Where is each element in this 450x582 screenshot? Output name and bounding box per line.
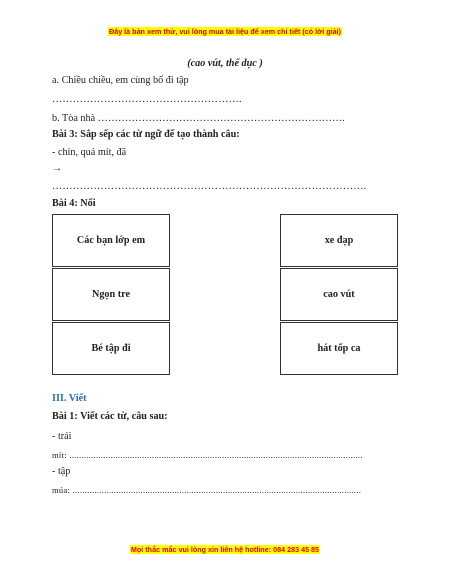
question-a: a. Chiều chiều, em cùng bố đi tập: [52, 75, 189, 86]
preview-banner-text: Đây là bản xem thử, vui lòng mua tài liệu để xem chi tiết (có lời giải): [109, 27, 341, 36]
question-a-answer-line: ……………………………………………….: [52, 94, 242, 105]
preview-banner: [0, 27, 450, 36]
section-title: III. Viết: [52, 393, 87, 404]
hotline-banner-text: Mọi thắc mắc vui lòng xin liên hệ hotline: 084 283 45 85: [130, 545, 320, 554]
exercise-3-answer-line: ……………………………………………………………………………….: [52, 181, 367, 192]
writing-line-2: múa: .......................................................................................................................: [52, 485, 362, 495]
exercise-3-title: Bài 3: Sắp sếp các từ ngữ để tạo thành câu:: [52, 129, 240, 140]
arrow-icon: →: [52, 163, 63, 174]
match-right-item-3: hát tốp ca: [280, 322, 398, 375]
writing-exercise-1-title: Bài 1: Viết các từ, câu sau:: [52, 411, 168, 422]
match-left-item-1: Các bạn lớp em: [52, 214, 170, 267]
match-left-item-2: Ngọn tre: [52, 268, 170, 321]
match-right-item-2: cao vút: [280, 268, 398, 321]
writing-word-1: - trái: [52, 431, 72, 442]
exercise-3-words: - chín, quả mít, đã: [52, 147, 127, 158]
match-right-item-1: xe đạp: [280, 214, 398, 267]
question-b: b. Tòa nhà ……………………………………………………………….: [52, 113, 345, 124]
match-left-item-3: Bé tập đi: [52, 322, 170, 375]
writing-word-2: - tập: [52, 466, 71, 477]
word-hint: (cao vút, thể dục ): [187, 58, 263, 69]
writing-line-1: mít: .........................................................................................................................: [52, 450, 363, 460]
exercise-4-title: Bài 4: Nối: [52, 198, 96, 209]
hotline-banner: [0, 545, 450, 554]
